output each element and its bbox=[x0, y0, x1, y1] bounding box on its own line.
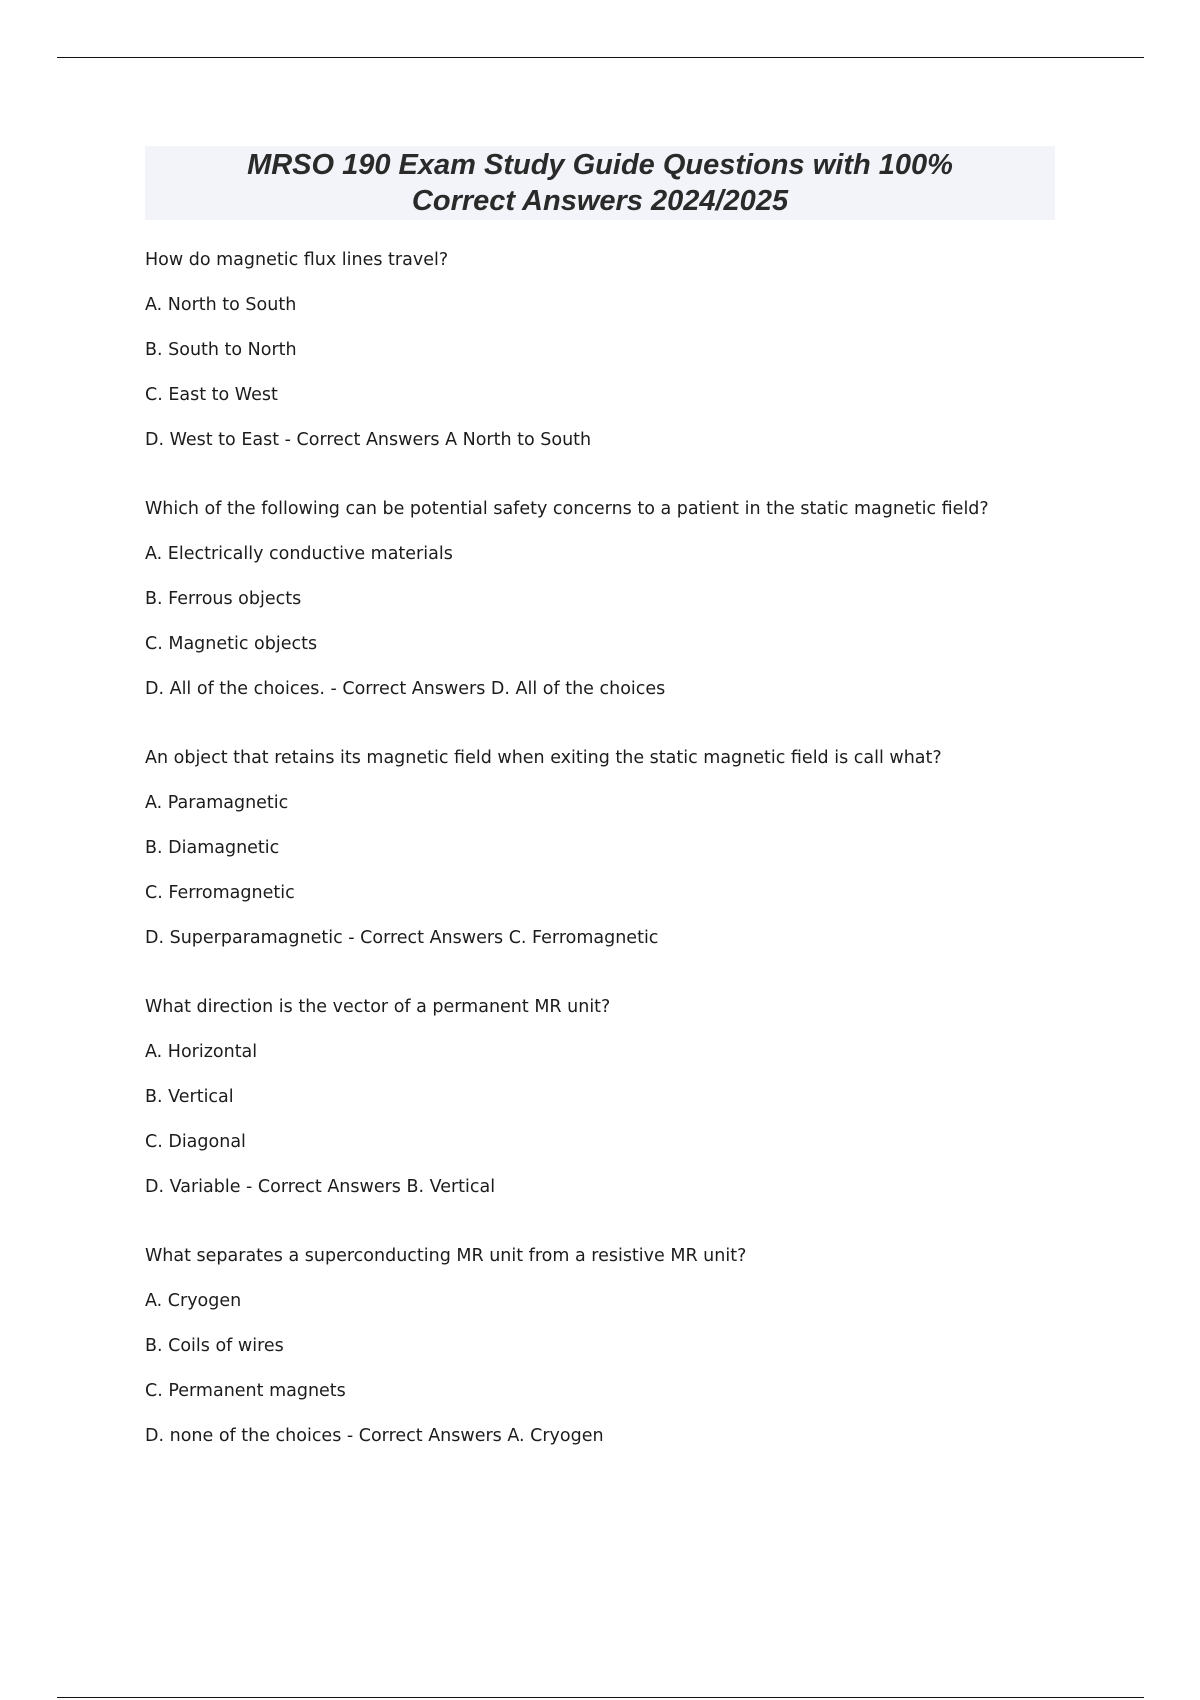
answer-option: B. Diamagnetic bbox=[145, 838, 280, 858]
answer-option: C. Ferromagnetic bbox=[145, 883, 295, 903]
document-title bbox=[145, 146, 1055, 220]
answer-option-with-key: D. none of the choices - Correct Answers A. Cryogen bbox=[145, 1426, 604, 1446]
answer-option: B. Coils of wires bbox=[145, 1336, 284, 1356]
answer-option: C. East to West bbox=[145, 385, 278, 405]
question-text: Which of the following can be potential safety concerns to a patient in the static magnetic field? bbox=[145, 499, 989, 519]
top-divider bbox=[57, 57, 1144, 58]
answer-option: A. Horizontal bbox=[145, 1042, 258, 1062]
question-block-2 bbox=[145, 497, 1105, 701]
bottom-divider bbox=[57, 1697, 1144, 1698]
question-list bbox=[145, 248, 1105, 1448]
question-block-4 bbox=[145, 995, 1105, 1199]
question-block-5 bbox=[145, 1244, 1105, 1448]
answer-option: A. Paramagnetic bbox=[145, 793, 289, 813]
answer-option: C. Magnetic objects bbox=[145, 634, 318, 654]
title-line-1: MRSO 190 Exam Study Guide Questions with 100% bbox=[247, 149, 953, 181]
question-block-1 bbox=[145, 248, 1105, 452]
answer-option-with-key: D. West to East - Correct Answers A North to South bbox=[145, 430, 592, 450]
answer-option: A. Electrically conductive materials bbox=[145, 544, 453, 564]
answer-option: B. Ferrous objects bbox=[145, 589, 302, 609]
answer-option: A. North to South bbox=[145, 295, 297, 315]
answer-option: C. Permanent magnets bbox=[145, 1381, 346, 1401]
answer-option-with-key: D. All of the choices. - Correct Answers D. All of the choices bbox=[145, 679, 666, 699]
answer-option-with-key: D. Superparamagnetic - Correct Answers C. Ferromagnetic bbox=[145, 928, 659, 948]
question-text: What separates a superconducting MR unit from a resistive MR unit? bbox=[145, 1246, 747, 1266]
question-text: What direction is the vector of a permanent MR unit? bbox=[145, 997, 611, 1017]
question-text: How do magnetic flux lines travel? bbox=[145, 250, 449, 270]
question-text: An object that retains its magnetic field when exiting the static magnetic field is call what? bbox=[145, 748, 942, 768]
answer-option: C. Diagonal bbox=[145, 1132, 246, 1152]
question-block-3 bbox=[145, 746, 1105, 950]
title-line-2: Correct Answers 2024/2025 bbox=[411, 185, 789, 217]
answer-option: B. South to North bbox=[145, 340, 297, 360]
answer-option-with-key: D. Variable - Correct Answers B. Vertical bbox=[145, 1177, 496, 1197]
answer-option: B. Vertical bbox=[145, 1087, 234, 1107]
answer-option: A. Cryogen bbox=[145, 1291, 242, 1311]
